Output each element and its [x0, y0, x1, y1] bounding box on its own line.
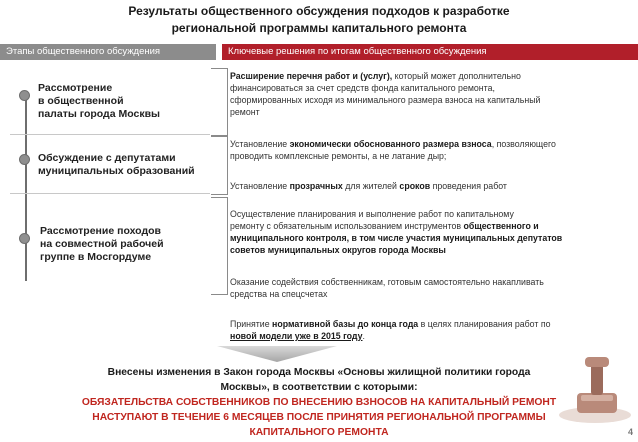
bracket-stage-3 — [211, 197, 228, 295]
decision-regulatory-base: Принятие нормативной базы до конца года в целях планирования работ по новой модели уже в 2015 году. — [230, 319, 551, 341]
decision-transparent-deadlines: Установление прозрачных для жителей сроков проведения работ — [230, 181, 507, 191]
page-title — [0, 3, 638, 37]
result-red-line-3: КАПИТАЛЬНОГО РЕМОНТА — [249, 427, 389, 438]
down-arrow-icon — [217, 346, 337, 362]
stages-header: Этапы общественного обсуждения — [0, 44, 216, 60]
decision-expand-works: Расширение перечня работ и (услуг), который может дополнительно финансироваться за счет средств фонда капитального ремонта, сформированных исходя из минимального размера взноса на капитальный ремонт — [230, 71, 541, 117]
result-red-line-2: НАСТУПАЮТ В ТЕЧЕНИЕ 6 МЕСЯЦЕВ ПОСЛЕ ПРИНЯТИЯ РЕГИОНАЛЬНОЙ ПРОГРАММЫ — [92, 412, 546, 423]
stage-divider — [10, 134, 210, 135]
page-number: 4 — [627, 427, 633, 437]
result-line-1: Внесены изменения в Закон города Москвы «Основы жилищной политики города — [107, 367, 531, 378]
decision-contribution-size: Установление экономически обоснованного размера взноса, позволяющего проводить комплексные ремонты, а не латание дыр; — [230, 139, 556, 161]
stage-label: Рассмотрение походов на совместной рабочей группе в Мосгордуме — [40, 225, 164, 263]
stage-bullet-icon — [19, 90, 30, 101]
decisions-header: Ключевые решения по итогам общественного обсуждения — [222, 44, 638, 60]
gavel-stamp-icon — [555, 355, 633, 425]
decision-public-control: Осуществление планирования и выполнение работ по капитальному ремонту с обязательным использованием инструментов общественного и муниципального контроля, в том числе участия муниципальных депутатов советов муниципальных округов города Москвы — [230, 209, 563, 255]
title-line-2: региональной программы капитального ремонта — [171, 21, 467, 35]
stage-divider — [10, 193, 210, 194]
title-line-1: Результаты общественного обсуждения подходов к разработке — [128, 4, 510, 18]
stage-bullet-icon — [19, 233, 30, 244]
bracket-stage-1 — [211, 68, 228, 136]
stage-label: Рассмотрение в общественной палаты города Москвы — [38, 82, 161, 120]
timeline-line — [25, 95, 27, 281]
stage-label: Обсуждение с депутатами муниципальных образований — [38, 152, 195, 177]
result-line-2: Москвы», в соответствии с которыми: — [220, 382, 418, 393]
bracket-stage-2 — [211, 136, 228, 195]
stage-bullet-icon — [19, 154, 30, 165]
result-red-line-1: ОБЯЗАТЕЛЬСТВА СОБСТВЕННИКОВ ПО ВНЕСЕНИЮ ВЗНОСОВ НА КАПИТАЛЬНЫЙ РЕМОНТ — [81, 397, 557, 408]
decision-special-accounts: Оказание содействия собственникам, готовым самостоятельно накапливать средства на спецсчетах — [230, 277, 544, 299]
